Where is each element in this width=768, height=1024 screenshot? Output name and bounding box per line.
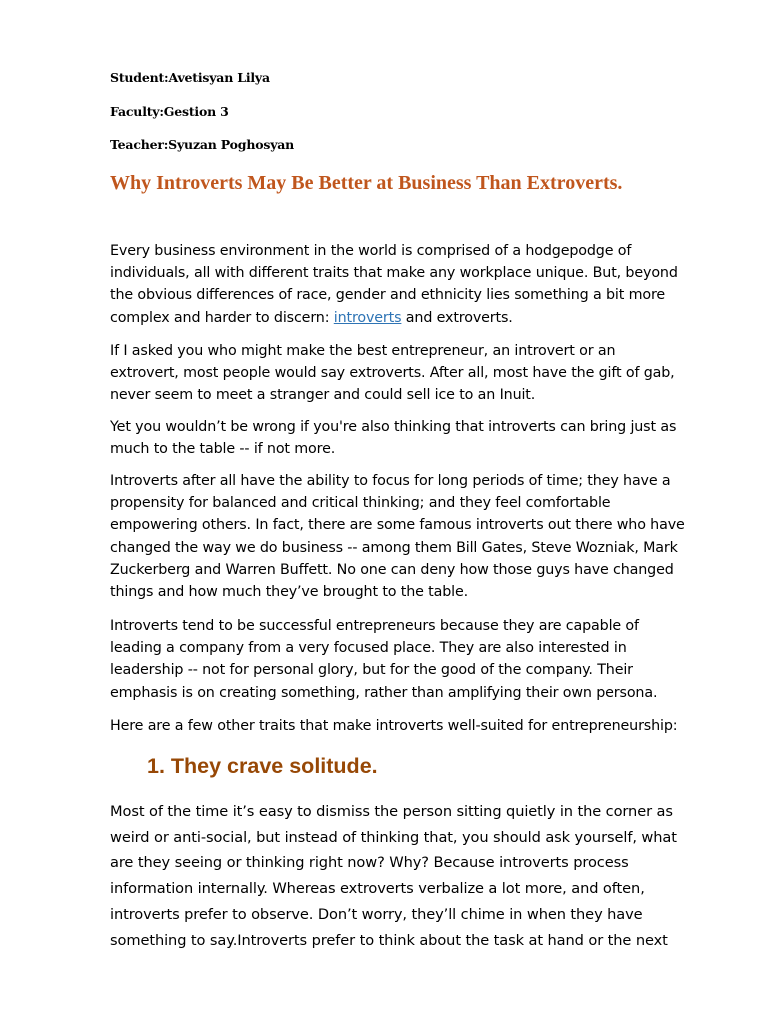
paragraph-line: much to the table -- if not more. [110,441,336,458]
paragraph-line [110,307,720,329]
paragraph-line: empowering others. In fact, there are some famous introverts out there who have [110,517,685,534]
paragraph-2 [110,340,720,407]
paragraph-line: propensity for balanced and critical thinking; and they feel comfortable [110,495,611,512]
student-line: Student:Avetisyan Lilya [110,70,270,85]
paragraph-line: never seem to meet a stranger and could sell ice to an Inuit. [110,387,536,404]
introverts-link[interactable]: introverts [333,309,402,326]
paragraph-5 [110,615,720,704]
section-heading: 1. They crave solitude. [147,754,378,778]
paragraph-line: are they seeing or thinking right now? Why? Because introverts process [110,854,629,872]
paragraph-line: Introverts after all have the ability to focus for long periods of time; they have a [110,473,671,489]
paragraph-line: something to say.Introverts prefer to think about the task at hand or the next [110,931,668,949]
paragraph-line: extrovert, most people would say extroverts. After all, most have the gift of gab, [110,365,675,382]
paragraph-line: information internally. Whereas extroverts verbalize a lot more, and often, [110,880,645,898]
paragraph-line: Introverts tend to be successful entrepreneurs because they are capable of [110,618,639,634]
paragraph-text: and extroverts. [401,309,513,326]
paragraph-4 [110,470,720,603]
paragraph-line: Here are a few other traits that make introverts well-suited for entrepreneurship: [110,718,678,734]
faculty-line: Faculty:Gestion 3 [110,104,229,119]
paragraph-line: introverts prefer to observe. Don’t worry, they’ll chime in when they have [110,905,643,923]
paragraph-3 [110,416,720,460]
paragraph-line: Every business environment in the world is comprised of a hodgepodge of [110,243,632,259]
paragraph-line: changed the way we do business -- among them Bill Gates, Steve Wozniak, Mark [110,539,678,556]
paragraph-line: Yet you wouldn’t be wrong if you're also thinking that introverts can bring just as [110,419,677,435]
paragraph-line: the obvious differences of race, gender and ethnicity lies something a bit more [110,287,666,304]
paragraph-line: emphasis is on creating something, rather than amplifying their own persona. [110,684,658,701]
paragraph-6 [110,715,720,737]
document-title: Why Introverts May Be Better at Business Than Extroverts. [110,172,623,194]
paragraph-line: Zuckerberg and Warren Buffett. No one can deny how those guys have changed [110,561,674,578]
paragraph-1 [110,240,720,329]
paragraph-line: weird or anti-social, but instead of thinking that, you should ask yourself, what [110,828,677,846]
paragraph-line: Most of the time it’s easy to dismiss the person sitting quietly in the corner as [110,803,673,820]
paragraph-line: individuals, all with different traits that make any workplace unique. But, beyond [110,265,678,282]
paragraph-line: If I asked you who might make the best entrepreneur, an introvert or an [110,343,616,359]
section-paragraph [110,799,730,953]
teacher-line: Teacher:Syuzan Poghosyan [110,137,295,152]
paragraph-line: leading a company from a very focused place. They are also interested in [110,640,627,657]
paragraph-text: complex and harder to discern: [110,309,334,326]
paragraph-line: leadership -- not for personal glory, but for the good of the company. Their [110,662,633,679]
paragraph-line: things and how much they’ve brought to the table. [110,584,469,601]
